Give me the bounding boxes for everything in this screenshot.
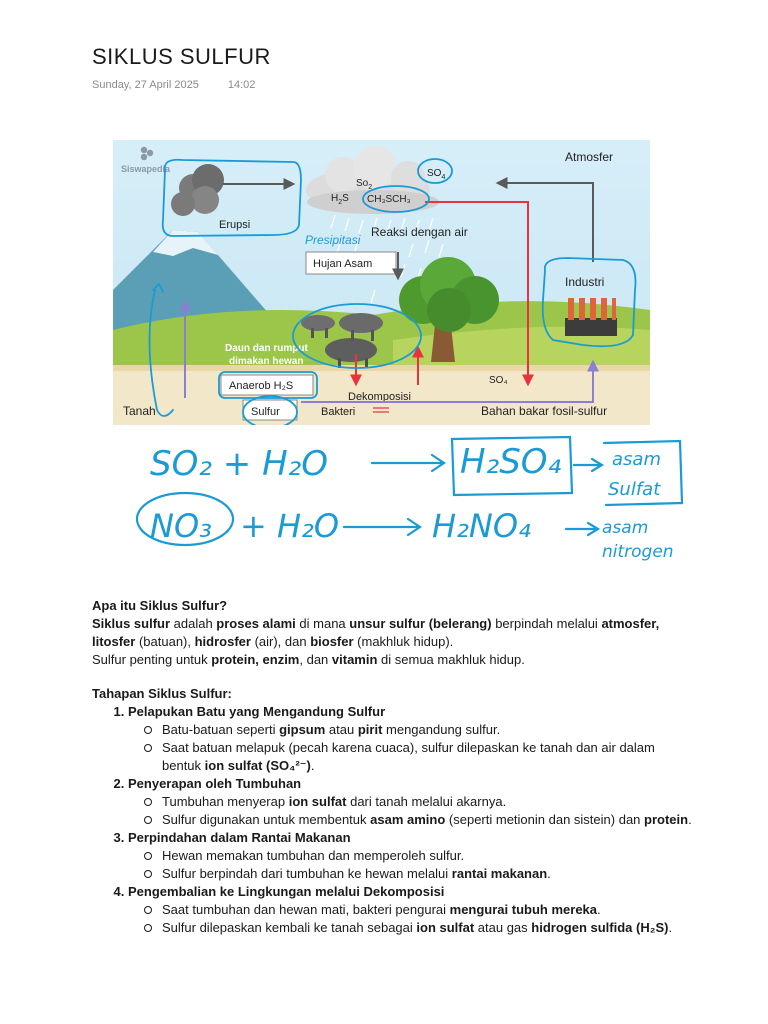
label-so2: $So_2$	[356, 178, 373, 191]
eq2-product: H₂NO₄	[432, 507, 531, 545]
stage-bullet: Tumbuhan menyerap ion sulfat dari tanah melalui akarnya.	[162, 793, 692, 811]
stage-bullet: Hewan memakan tumbuhan dan memperoleh sulfur.	[162, 847, 692, 865]
label-tanah: Tanah	[123, 404, 156, 418]
eq2-arrow	[344, 519, 420, 535]
stage-item: 1. Pelapukan Batu yang Mengandung Sulfur Batu-batuan seperti gipsum atau pirit mengandung sulfur. Saat batuan melapuk (pecah karena cuaca), sulfur dilepaskan ke tanah dan air dalam bentuk ion sulfat (SO₄²⁻).	[128, 703, 692, 775]
brand-name: Siswapedia	[121, 164, 171, 174]
stage-bullet: Sulfur digunakan untuk membentuk asam amino (seperti metionin dan sistein) dan protein.	[162, 812, 692, 827]
eq1-note-1: asam	[612, 449, 661, 470]
page-meta	[92, 79, 255, 91]
sulfur-cycle-diagram	[113, 140, 650, 425]
label-industri: Industri	[565, 275, 605, 289]
page-title: SIKLUS SULFUR	[92, 44, 271, 69]
eq1-note-2: Sulfat	[608, 479, 661, 500]
stage-bullet: Sulfur dilepaskan kembali ke tanah sebagai ion sulfat atau gas hidrogen sulfida (H₂S).	[162, 919, 692, 937]
stage-bullet: Batu-batuan seperti gipsum atau pirit mengandung sulfur.	[162, 721, 692, 739]
eq2-reactant: NO₃	[150, 507, 212, 545]
label-ch3sch3: CH₃SCH₃	[367, 194, 411, 205]
label-bakteri: Bakteri	[321, 406, 356, 418]
stage-bullet: Sulfur berpindah dari tumbuhan ke hewan melalui rantai makanan.	[162, 865, 692, 883]
eq2-note-2: nitrogen	[602, 542, 674, 562]
eq1-product: H₂SO₄	[460, 442, 562, 482]
label-so4-air: $SO_4$	[427, 168, 446, 181]
question-what-is: Apa itu Siklus Sulfur?	[92, 598, 228, 613]
definition-paragraph: Siklus sulfur adalah proses alami di mana unsur sulfur (belerang) berpindah melalui atmosfer, litosfer (batuan), hidrosfer (air), dan biosfer (makhluk hidup).	[92, 616, 660, 649]
label-dekomposisi: Dekomposisi	[348, 391, 411, 403]
eq1-arrow	[372, 455, 444, 471]
label-so4-ground: SO₄	[489, 375, 508, 386]
label-presipitasi: Presipitasi	[305, 233, 361, 247]
stage-item: 3. Perpindahan dalam Rantai Makanan Hewan memakan tumbuhan dan memperoleh sulfur. Sulfur berpindah dari tumbuhan ke hewan melalui rantai makanan.	[128, 829, 692, 883]
eq2-note-arrow	[566, 523, 598, 535]
handwritten-equations	[0, 425, 768, 595]
label-reaksi: Reaksi dengan air	[371, 225, 468, 239]
stage-bullet: Saat tumbuhan dan hewan mati, bakteri pengurai mengurai tubuh mereka.	[162, 901, 692, 919]
label-sulfur: Sulfur	[251, 406, 280, 418]
importance-paragraph: Sulfur penting untuk protein, enzim, dan vitamin di semua makhluk hidup.	[92, 652, 525, 667]
eq1-reactants: SO₂ + H₂O	[150, 444, 329, 484]
label-bahan-bakar: Bahan bakar fosil-sulfur	[481, 404, 608, 418]
page-time: 14:02	[227, 79, 256, 91]
label-h2s: $H_2S$	[331, 193, 349, 206]
stage-bullet: Saat batuan melapuk (pecah karena cuaca), sulfur dilepaskan ke tanah dan air dalam bentuk ion sulfat (SO₄²⁻).	[162, 739, 692, 775]
stage-item: 2. Penyerapan oleh Tumbuhan Tumbuhan menyerap ion sulfat dari tanah melalui akarnya. Sulfur digunakan untuk membentuk asam amino (seperti metionin dan sistein) dan protein.	[128, 775, 692, 829]
label-erupsi: Erupsi	[219, 219, 251, 231]
eq1-note-arrow	[574, 459, 602, 471]
label-hujan-asam: Hujan Asam	[313, 258, 373, 270]
stage-item: 4. Pengembalian ke Lingkungan melalui Dekomposisi Saat tumbuhan dan hewan mati, bakteri pengurai mengurai tubuh mereka. Sulfur dilepaskan kembali ke tanah sebagai ion sulfat atau gas hidrogen sulfida (H₂S).	[128, 883, 692, 937]
question-stages: Tahapan Siklus Sulfur:	[92, 686, 232, 701]
label-anaerob: Anaerob H₂S	[229, 380, 294, 392]
notes-content	[92, 597, 692, 937]
label-atmosfer: Atmosfer	[565, 150, 614, 164]
page-date: Sunday, 27 April 2025	[92, 79, 199, 91]
eq2-note-1: asam	[602, 518, 649, 538]
stages-list	[92, 703, 692, 937]
label-daun-2: dimakan hewan	[229, 356, 304, 367]
eq2-reactants: + H₂O	[240, 507, 340, 545]
label-daun-1: Daun dan rumput	[225, 343, 308, 354]
